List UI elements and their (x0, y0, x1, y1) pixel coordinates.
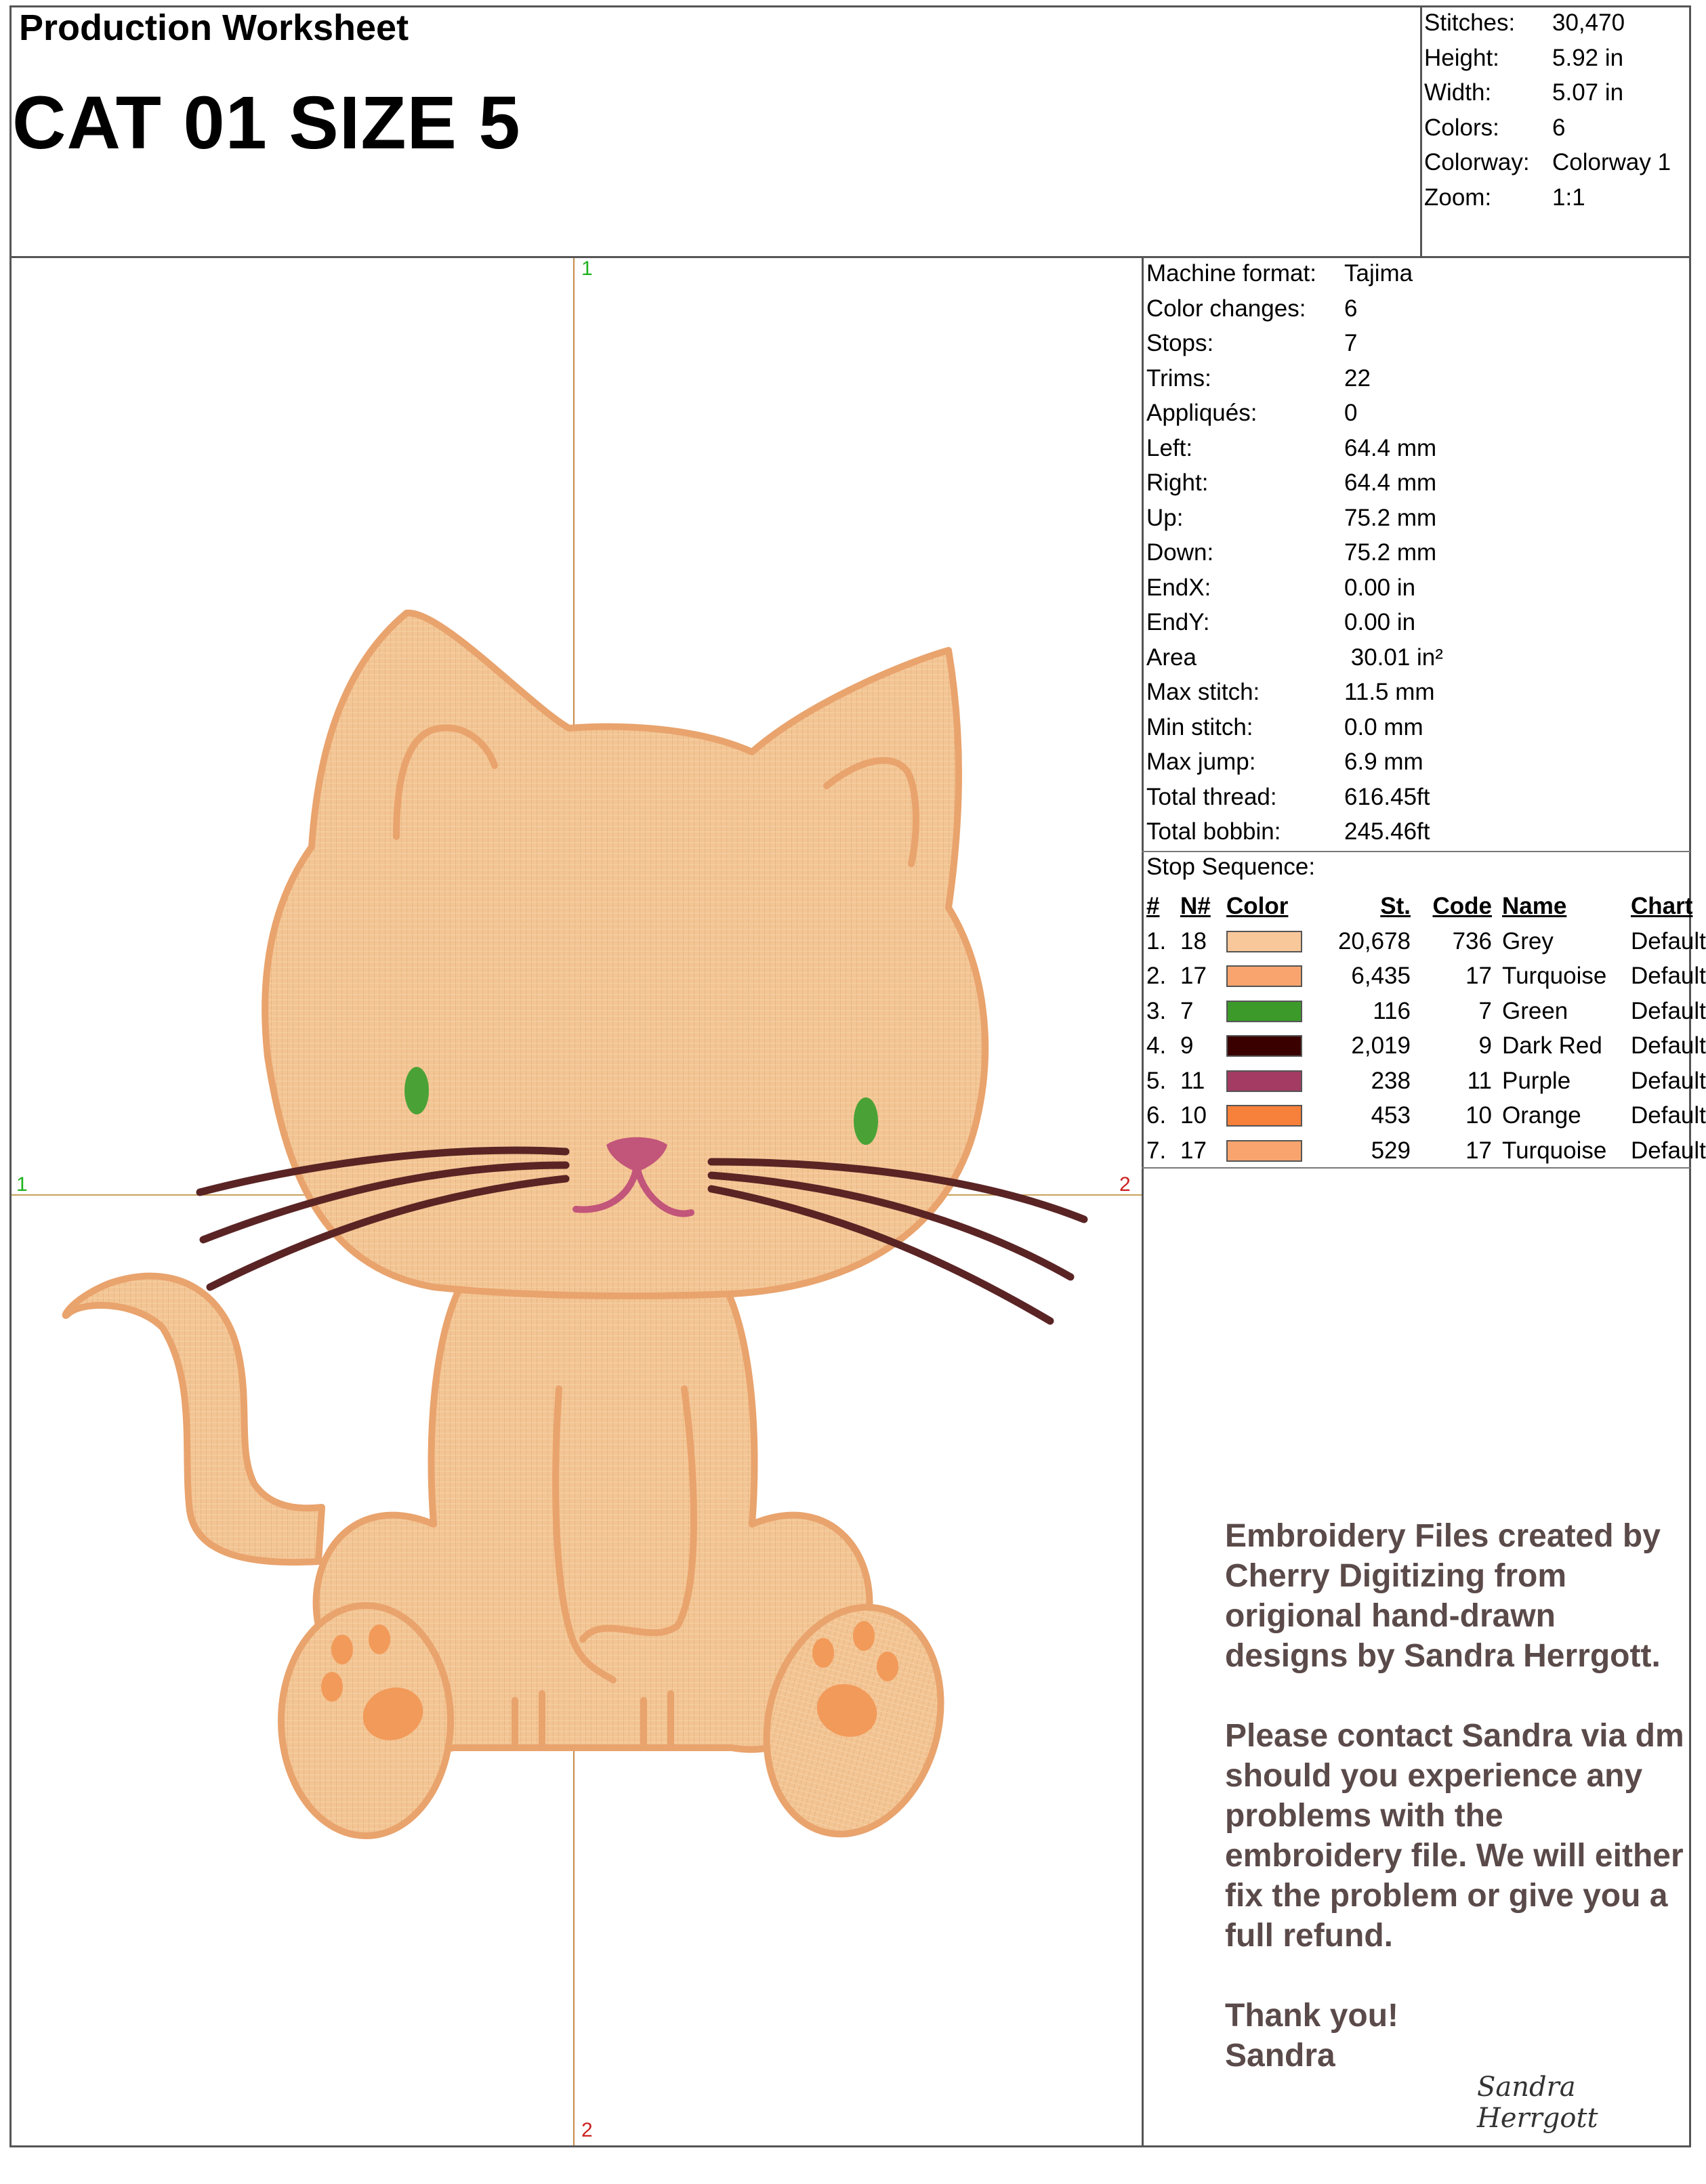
summary-row-width (1424, 75, 1671, 110)
stat-label: Left: (1146, 434, 1193, 461)
row-stitches: 529 (1371, 1137, 1411, 1164)
stats-divider (1142, 851, 1690, 852)
row-color (1226, 924, 1302, 959)
row-needle: 17 (1180, 963, 1207, 989)
cat-tail (66, 1276, 322, 1562)
table-row (1146, 1028, 1706, 1064)
stat-value: 64.4 mm (1344, 469, 1437, 496)
stat-value: 6 (1344, 295, 1358, 322)
row-stitches: 2,019 (1351, 1032, 1411, 1059)
row-name: Orange (1502, 1102, 1581, 1129)
row-index: 6. (1146, 1102, 1167, 1129)
summary-info (1424, 5, 1671, 215)
table-body (1146, 924, 1706, 1169)
row-code: 736 (1452, 927, 1492, 954)
row-index: 4. (1146, 1032, 1167, 1059)
header-name: Name (1502, 893, 1567, 919)
row-index: 5. (1146, 1067, 1167, 1094)
header-stitches: St. (1380, 893, 1411, 919)
row-needle: 18 (1180, 927, 1207, 954)
stat-row (1146, 675, 1443, 710)
stat-row (1146, 814, 1443, 849)
stat-label: Area (1146, 644, 1197, 671)
color-swatch (1226, 931, 1302, 952)
summary-label: Colorway: (1424, 149, 1530, 175)
stat-label: EndX: (1146, 574, 1211, 601)
summary-label: Height: (1424, 44, 1499, 71)
stat-value: 75.2 mm (1344, 539, 1437, 566)
row-stitches: 238 (1371, 1067, 1411, 1094)
stat-row (1146, 431, 1443, 466)
summary-value: 5.07 in (1552, 79, 1624, 106)
machine-stats (1146, 256, 1443, 849)
row-needle: 17 (1180, 1137, 1207, 1164)
stat-value: 30.01 in² (1344, 644, 1443, 671)
stat-label: Max stitch: (1146, 679, 1260, 705)
stat-row (1146, 605, 1443, 640)
color-swatch (1226, 1035, 1302, 1057)
row-needle: 10 (1180, 1102, 1207, 1129)
summary-value: 1:1 (1552, 184, 1585, 211)
design-name: CAT 01 SIZE 5 (12, 81, 521, 165)
row-color (1226, 1098, 1302, 1133)
summary-row-stitches (1424, 5, 1671, 41)
right-toe-3 (877, 1652, 898, 1681)
stat-value: 0.00 in (1344, 574, 1416, 601)
table-row (1146, 1133, 1706, 1169)
row-code: 11 (1467, 1067, 1492, 1094)
table-row (1146, 994, 1706, 1029)
summary-row-height (1424, 41, 1671, 76)
row-chart: Default (1631, 997, 1706, 1024)
guide-label-right: 2 (1119, 1173, 1131, 1196)
table-row (1146, 1064, 1706, 1099)
row-chart: Default (1631, 1067, 1706, 1094)
row-color (1226, 994, 1302, 1028)
row-code: 10 (1465, 1102, 1492, 1129)
note-sign-off: Sandra (1225, 2038, 1335, 2074)
stat-row (1146, 396, 1443, 431)
stat-value: 7 (1344, 330, 1358, 356)
stat-row (1146, 291, 1443, 327)
table-row (1146, 924, 1706, 959)
color-swatch (1226, 1105, 1302, 1127)
row-chart: Default (1631, 963, 1706, 989)
stat-value: 0.00 in (1344, 609, 1416, 635)
row-code: 17 (1465, 1137, 1492, 1164)
stat-label: Right: (1146, 469, 1209, 496)
row-index: 2. (1146, 963, 1167, 989)
row-name: Dark Red (1502, 1032, 1602, 1059)
left-toe-3 (369, 1624, 390, 1654)
note-paragraph-credits: Embroidery Files created by Cherry Digitizing from origional hand-drawn designs by Sandra Herrgott. (1225, 1518, 1661, 1674)
stat-label: Total thread: (1146, 783, 1277, 810)
stat-label: Appliqués: (1146, 400, 1257, 426)
header-index: # (1146, 893, 1160, 919)
note-paragraph-contact: Please contact Sandra via dm should you experience any problems with the embroidery file. We will either fix the problem or give you a full refund. (1225, 1718, 1684, 1954)
guide-label-top: 1 (581, 257, 593, 280)
row-chart: Default (1631, 1102, 1706, 1129)
stat-value: 64.4 mm (1344, 434, 1437, 461)
row-index: 3. (1146, 997, 1167, 1024)
row-name: Purple (1502, 1067, 1571, 1094)
right-toe-1 (812, 1638, 834, 1668)
stat-value: 245.46ft (1344, 818, 1430, 845)
row-color (1226, 1064, 1302, 1098)
stat-row (1146, 744, 1443, 780)
row-color (1226, 959, 1302, 993)
summary-label: Zoom: (1424, 184, 1492, 211)
guide-label-bottom: 2 (581, 2119, 593, 2141)
sidebar-divider (1142, 256, 1144, 2147)
stat-label: Down: (1146, 539, 1214, 566)
stat-label: EndY: (1146, 609, 1210, 635)
left-toe-1 (321, 1672, 343, 1702)
row-name: Turquoise (1502, 1137, 1607, 1164)
stat-row (1146, 570, 1443, 606)
row-needle: 7 (1180, 997, 1194, 1024)
row-stitches: 116 (1373, 997, 1411, 1024)
table-row (1146, 959, 1706, 994)
header-needle: N# (1180, 893, 1211, 919)
summary-row-colors (1424, 110, 1671, 146)
summary-row-colorway (1424, 145, 1671, 180)
row-name: Grey (1502, 927, 1554, 954)
right-toe-2 (853, 1621, 875, 1651)
summary-value: 6 (1552, 114, 1566, 141)
header-color: Color (1226, 893, 1289, 919)
right-eye (854, 1097, 878, 1145)
row-stitches: 20,678 (1337, 927, 1411, 954)
row-chart: Default (1631, 1032, 1706, 1059)
color-swatch (1226, 1070, 1302, 1092)
left-toe-2 (331, 1635, 353, 1664)
stat-value: 0 (1344, 400, 1358, 426)
stat-value: 616.45ft (1344, 783, 1430, 810)
stat-row (1146, 710, 1443, 745)
note-thanks: Thank you! (1225, 1998, 1399, 2034)
row-needle: 9 (1180, 1032, 1194, 1059)
signature-logo: Sandra Herrgott (1477, 2072, 1598, 2134)
row-name: Green (1502, 997, 1568, 1024)
stat-row (1146, 640, 1443, 675)
row-code: 9 (1478, 1032, 1492, 1059)
stat-row (1146, 535, 1443, 570)
color-swatch (1226, 1140, 1302, 1162)
stat-row (1146, 501, 1443, 536)
stat-label: Machine format: (1146, 260, 1316, 287)
header-chart: Chart (1631, 893, 1693, 919)
row-color (1226, 1133, 1302, 1168)
stat-row (1146, 256, 1443, 291)
stat-value: Tajima (1344, 260, 1413, 287)
row-code: 7 (1478, 997, 1492, 1024)
stat-value: 75.2 mm (1344, 504, 1437, 531)
stat-row (1146, 326, 1443, 361)
summary-label: Width: (1424, 79, 1492, 106)
row-needle: 11 (1180, 1067, 1205, 1094)
summary-value: 30,470 (1552, 9, 1625, 36)
row-stitches: 453 (1371, 1102, 1411, 1129)
guide-label-left: 1 (16, 1173, 28, 1196)
header-code: Code (1432, 893, 1492, 919)
stat-label: Min stitch: (1146, 713, 1253, 740)
row-index: 7. (1146, 1137, 1167, 1164)
stat-value: 0.0 mm (1344, 713, 1423, 740)
stat-value: 11.5 mm (1344, 679, 1435, 705)
header-info-divider (1420, 5, 1422, 257)
stat-label: Color changes: (1146, 295, 1306, 322)
stat-label: Stops: (1146, 330, 1214, 356)
stat-label: Trims: (1146, 364, 1211, 392)
table-row (1146, 1098, 1706, 1133)
stat-row (1146, 780, 1443, 815)
row-index: 1. (1146, 927, 1167, 954)
author-note (1225, 1516, 1686, 2076)
stat-label: Max jump: (1146, 749, 1256, 775)
stat-label: Total bobbin: (1146, 818, 1281, 845)
row-chart: Default (1631, 1137, 1706, 1164)
stop-sequence-table (1146, 889, 1706, 1168)
stat-label: Up: (1146, 504, 1184, 531)
stat-row (1146, 465, 1443, 501)
row-stitches: 6,435 (1351, 963, 1411, 989)
summary-value: 5.92 in (1552, 44, 1624, 71)
row-color (1226, 1028, 1302, 1063)
summary-label: Colors: (1424, 114, 1499, 141)
summary-row-zoom (1424, 180, 1671, 215)
stat-row (1146, 361, 1443, 396)
row-code: 17 (1465, 963, 1492, 989)
worksheet-title: Production Worksheet (19, 7, 409, 48)
stop-sequence-label: Stop Sequence: (1146, 854, 1316, 880)
stat-value: 6.9 mm (1344, 749, 1423, 775)
summary-label: Stitches: (1424, 9, 1516, 36)
color-swatch (1226, 1001, 1302, 1022)
summary-value: Colorway 1 (1552, 149, 1671, 175)
stat-value: 22 (1344, 364, 1371, 392)
color-swatch (1226, 965, 1302, 987)
row-chart: Default (1631, 927, 1706, 954)
left-eye (404, 1067, 429, 1114)
row-name: Turquoise (1502, 963, 1607, 989)
table-header (1146, 889, 1693, 924)
